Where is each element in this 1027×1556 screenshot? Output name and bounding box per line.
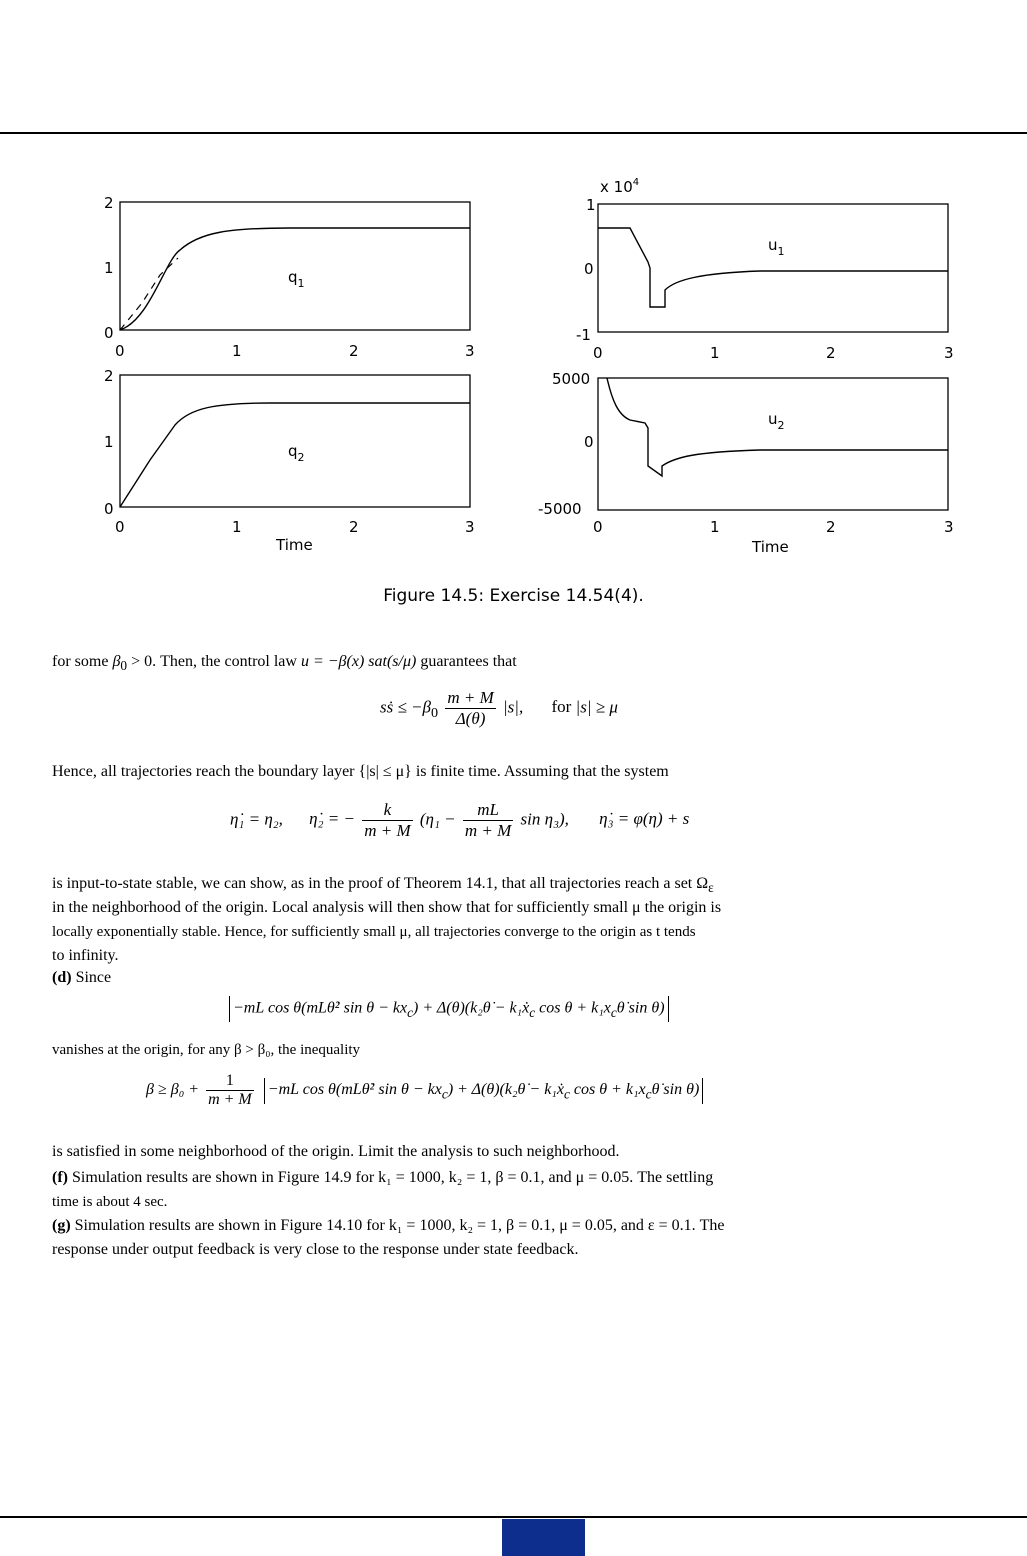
abs-bar-left <box>264 1078 265 1104</box>
q1-xtick-1: 1 <box>232 342 242 360</box>
eq2-num1: k <box>362 800 412 821</box>
abs-bar-right <box>668 996 669 1022</box>
paragraph-iss-4: to infinity. <box>52 947 119 964</box>
q1-ytick-1: 1 <box>104 259 114 277</box>
eq3-g: θ̇ sin θ) <box>616 999 665 1017</box>
eq3-sub: c <box>529 1004 536 1020</box>
math-sub: 0 <box>120 658 128 674</box>
eq4-h: θ̇ sin θ) <box>651 1081 700 1099</box>
eq3-e: cos θ + k₁x <box>535 999 611 1017</box>
plot-q2-frame <box>120 375 470 507</box>
u1-ytick-mid: 0 <box>584 260 594 278</box>
paragraph-neighborhood: is satisfied in some neighborhood of the origin. Limit the analysis to such neighborhood. <box>52 1143 620 1160</box>
text-run: is input-to-state stable, we can show, as in the proof of Theorem 14.1, that all trajectories reach a set Ω <box>52 875 709 892</box>
eq4-b: −mL cos θ(mLθ̇² sin θ − kx <box>267 1081 442 1099</box>
abs-bar-right <box>702 1078 703 1104</box>
math-control-law: u = −β(x) sat(s/μ) <box>300 653 417 670</box>
paragraph-part-f-1 <box>52 1166 992 1190</box>
eq2-fraction-2 <box>463 800 513 841</box>
eq2-den1: m + M <box>364 821 411 840</box>
eq4-d: ) + Δ(θ)(k₂θ̇ − k₁ẋ <box>447 1081 564 1099</box>
page-footer-tab <box>502 1519 585 1556</box>
paragraph-part-f-2: time is about 4 sec. <box>52 1194 168 1210</box>
eq2-c: (η₁ − <box>419 809 456 829</box>
q2-xlabel: Time <box>276 536 313 554</box>
eq1-left: sṡ ≤ −β <box>380 697 431 717</box>
plot-q1-frame <box>120 202 470 330</box>
q2-xtick-2: 2 <box>349 518 359 536</box>
u2-xlabel: Time <box>752 538 789 556</box>
paragraph-part-d <box>52 966 992 990</box>
text-run: for some <box>52 653 113 670</box>
eq3-c: ) + Δ(θ)(k₂θ̇ − k₁ẋ <box>413 999 530 1017</box>
u2-xtick-0: 0 <box>593 518 603 536</box>
q1-ytick-2: 2 <box>104 194 114 212</box>
u1-ytick-bot: -1 <box>576 326 591 344</box>
eq4-f: cos θ + k₁x <box>569 1081 646 1099</box>
math-sub: ε <box>708 880 714 896</box>
q1-ytick-0: 0 <box>104 324 114 342</box>
text-run: > 0. Then, the control law <box>127 653 301 670</box>
eq2-num2: mL <box>463 800 513 821</box>
u2-xtick-2: 2 <box>826 518 836 536</box>
q2-curve-label: $q_2$ <box>288 442 305 464</box>
u1-xtick-3: 3 <box>944 344 954 362</box>
u1-ytick-top: 1 <box>586 196 596 214</box>
paragraph-boundary-layer: Hence, all trajectories reach the boundary layer {|s| ≤ μ} is finite time. Assuming that the system <box>52 763 669 780</box>
q1-xtick-3: 3 <box>465 342 475 360</box>
u1-xtick-2: 2 <box>826 344 836 362</box>
plot-u2 <box>538 370 954 556</box>
u1-curve-label: $u_1$ <box>768 236 785 258</box>
q2-ytick-1: 1 <box>104 433 114 451</box>
u2-ytick-top: 5000 <box>552 370 591 388</box>
q2-xtick-1: 1 <box>232 518 242 536</box>
math-beta: β <box>112 653 121 670</box>
eq4-num: 1 <box>206 1072 254 1091</box>
u2-curve-label: $u_2$ <box>768 410 785 432</box>
part-d-label: (d) <box>52 969 72 986</box>
text-run: Simulation results are shown in Figure 14.9 for k₁ = 1000, k₂ = 1, β = 0.1, and μ = 0.05. The settling <box>67 1169 714 1186</box>
eq1-num: m + M <box>447 688 494 707</box>
eq3-a: −mL cos θ(mLθ̇² sin θ − kx <box>233 999 408 1017</box>
part-g-label: (g) <box>52 1217 71 1234</box>
eq4-fraction <box>206 1072 254 1109</box>
text-run: guarantees that <box>416 653 517 670</box>
u2-xtick-1: 1 <box>710 518 720 536</box>
q1-xtick-0: 0 <box>115 342 125 360</box>
part-f-label: (f) <box>52 1169 68 1186</box>
equation-reaching <box>380 688 618 729</box>
eq2-b: η̇₂ = − <box>309 809 355 829</box>
eq3-sub: c <box>407 1004 414 1020</box>
eq2-den2: m + M <box>464 821 512 840</box>
u1-scale: x $10^4$ <box>600 177 640 196</box>
eq1-fraction <box>445 688 495 729</box>
eq2-fraction-1 <box>362 800 412 841</box>
text-run: Since <box>71 969 112 986</box>
plot-u1 <box>576 177 954 362</box>
eq4-sub: c <box>563 1086 570 1102</box>
eq1-right: |s|, <box>503 697 524 717</box>
eq4-sub: c <box>441 1086 448 1102</box>
u2-ytick-bot: -5000 <box>538 500 582 518</box>
u2-ytick-mid: 0 <box>584 433 594 451</box>
q2-ytick-2: 2 <box>104 367 114 385</box>
q1-reference-dashed <box>120 258 178 330</box>
eq2-a: η̇₁ = η₂, <box>230 809 283 829</box>
paragraph-iss-2: in the neighborhood of the origin. Local analysis will then show that for sufficiently small μ the origin is <box>52 899 722 916</box>
equation-abs-term <box>226 996 672 1022</box>
eq4-den: m + M <box>208 1091 252 1108</box>
plot-q1 <box>104 194 475 360</box>
eq4-a: β ≥ β₀ + <box>146 1081 200 1099</box>
eq1-den: Δ(θ) <box>455 709 486 728</box>
eq4-sub: c <box>645 1086 652 1102</box>
q2-xtick-3: 3 <box>465 518 475 536</box>
equation-beta-inequality <box>146 1072 706 1109</box>
u1-xtick-1: 1 <box>710 344 720 362</box>
paragraph-iss-3: locally exponentially stable. Hence, for sufficiently small μ, all trajectories converge to the origin as t tends <box>52 924 696 940</box>
eq2-d: sin η₃), <box>520 809 569 829</box>
plot-q2 <box>104 367 475 554</box>
eq2-e: η̇₃ = φ(η) + s <box>599 809 690 829</box>
equation-internal-dynamics <box>230 800 689 841</box>
eq3-sub: c <box>610 1004 617 1020</box>
u1-xtick-0: 0 <box>593 344 603 362</box>
paragraph-control-law <box>52 650 992 678</box>
q2-ytick-0: 0 <box>104 500 114 518</box>
figure-14-5 <box>0 0 1027 580</box>
u2-xtick-3: 3 <box>944 518 954 536</box>
eq1-sub: 0 <box>431 704 439 721</box>
figure-caption: Figure 14.5: Exercise 14.54(4). <box>383 586 644 606</box>
paragraph-part-g-2: response under output feedback is very close to the response under state feedback. <box>52 1241 579 1258</box>
plot-u2-frame <box>598 378 948 510</box>
paragraph-part-g-1 <box>52 1214 992 1238</box>
eq1-for: for <box>551 697 572 717</box>
paragraph-vanishes: vanishes at the origin, for any β > β₀, the inequality <box>52 1042 361 1058</box>
q1-xtick-2: 2 <box>349 342 359 360</box>
eq1-cond: |s| ≥ μ <box>575 697 618 717</box>
q2-xtick-0: 0 <box>115 518 125 536</box>
abs-bar-left <box>229 996 230 1022</box>
q1-curve-label: $q_1$ <box>288 268 305 290</box>
bottom-rule <box>0 1516 1027 1518</box>
text-run: Simulation results are shown in Figure 14.10 for k₁ = 1000, k₂ = 1, β = 0.1, μ = 0.05, and ε = 0.1. The <box>70 1217 725 1234</box>
